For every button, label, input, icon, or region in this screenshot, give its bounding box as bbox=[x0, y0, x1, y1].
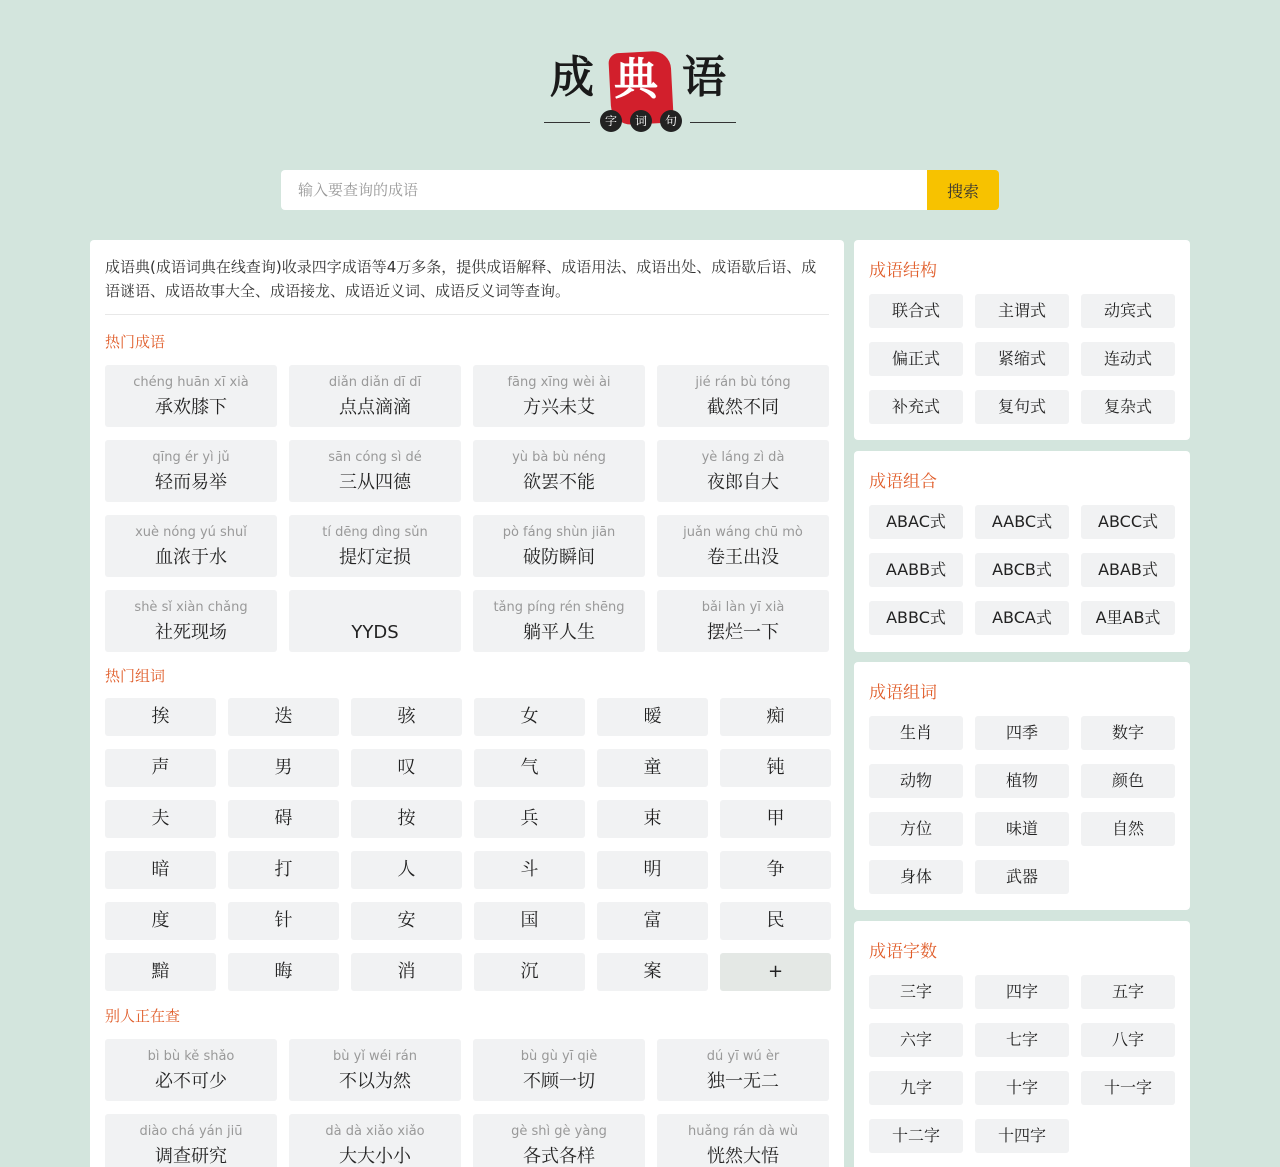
word-tag[interactable]: 钝 bbox=[720, 749, 831, 787]
idiom-card[interactable] bbox=[289, 1114, 461, 1167]
idiom-card[interactable] bbox=[289, 1039, 461, 1101]
idiom-card[interactable] bbox=[105, 515, 277, 577]
category-tag[interactable]: A里AB式 bbox=[1081, 601, 1175, 635]
idiom-card[interactable] bbox=[105, 440, 277, 502]
idiom-pinyin: fāng xīng wèi ài bbox=[507, 375, 611, 390]
idiom-pinyin bbox=[289, 599, 461, 617]
word-tag[interactable]: 人 bbox=[351, 851, 462, 889]
word-tag[interactable]: 夫 bbox=[105, 800, 216, 838]
search-button[interactable]: 搜索 bbox=[927, 170, 999, 210]
idiom-text: 大大小小 bbox=[339, 1146, 411, 1167]
word-tag[interactable]: 黯 bbox=[105, 953, 216, 991]
idiom-pinyin: gè shì gè yàng bbox=[511, 1124, 607, 1139]
idiom-text: 截然不同 bbox=[707, 397, 779, 418]
idiom-card[interactable] bbox=[105, 590, 277, 652]
hot-words-grid bbox=[105, 698, 831, 991]
category-tag[interactable]: 十字 bbox=[975, 1071, 1069, 1105]
word-tag[interactable]: 挨 bbox=[105, 698, 216, 736]
category-tag[interactable]: 四字 bbox=[975, 975, 1069, 1009]
word-tag[interactable]: 声 bbox=[105, 749, 216, 787]
pattern-card-title: 成语组合 bbox=[869, 472, 937, 492]
length-card bbox=[854, 921, 1190, 1167]
category-tag[interactable]: 联合式 bbox=[869, 294, 963, 328]
category-tag[interactable]: 主谓式 bbox=[975, 294, 1069, 328]
idiom-text: 必不可少 bbox=[155, 1071, 227, 1092]
structure-card bbox=[854, 240, 1190, 440]
idiom-text: 不顾一切 bbox=[523, 1071, 595, 1092]
category-tag[interactable]: ABBC式 bbox=[869, 601, 963, 635]
idiom-pinyin: diǎn diǎn dī dī bbox=[328, 375, 422, 390]
idiom-pinyin: dà dà xiǎo xiǎo bbox=[325, 1124, 425, 1139]
logo-sub-char: 词 bbox=[630, 110, 652, 132]
idiom-card[interactable] bbox=[105, 1039, 277, 1101]
category-tag[interactable]: 植物 bbox=[975, 764, 1069, 798]
idiom-text: 血浓于水 bbox=[155, 547, 227, 568]
idiom-text: YYDS bbox=[351, 622, 399, 643]
recent-searches-title: 别人正在查 bbox=[105, 1007, 181, 1025]
more-words-button[interactable]: + bbox=[720, 953, 831, 991]
length-card-title: 成语字数 bbox=[869, 942, 937, 962]
logo-char: 成 bbox=[550, 52, 594, 103]
idiom-card[interactable] bbox=[473, 1039, 645, 1101]
word-tag[interactable]: 度 bbox=[105, 902, 216, 940]
structure-card-title: 成语结构 bbox=[869, 261, 937, 281]
idiom-card[interactable] bbox=[473, 1114, 645, 1167]
idiom-card[interactable] bbox=[289, 440, 461, 502]
idiom-pinyin: tí dēng dìng sǔn bbox=[322, 525, 428, 540]
idiom-pinyin: jié rán bù tóng bbox=[695, 375, 791, 390]
word-tag[interactable]: 消 bbox=[351, 953, 462, 991]
idiom-card[interactable] bbox=[473, 590, 645, 652]
idiom-card[interactable] bbox=[473, 365, 645, 427]
logo-subtitle bbox=[544, 110, 736, 134]
category-tag[interactable]: 紧缩式 bbox=[975, 342, 1069, 376]
idiom-pinyin: bì bù kě shǎo bbox=[147, 1049, 235, 1064]
category-tag[interactable]: AABC式 bbox=[975, 505, 1069, 539]
category-tag[interactable]: 八字 bbox=[1081, 1023, 1175, 1057]
hot-words-title: 热门组词 bbox=[105, 667, 166, 685]
hot-idioms-grid bbox=[105, 365, 829, 652]
word-tag[interactable]: 针 bbox=[228, 902, 339, 940]
word-tag[interactable]: 碍 bbox=[228, 800, 339, 838]
site-intro: 成语典(成语词典在线查询)收录四字成语等4万多条，提供成语解释、成语用法、成语出处、成语歇后语、成语谜语、成语故事大全、成语接龙、成语近义词、成语反义词等查询。 bbox=[105, 258, 817, 300]
word-tag[interactable]: 束 bbox=[597, 800, 708, 838]
word-tag[interactable]: 案 bbox=[597, 953, 708, 991]
word-tag[interactable]: 叹 bbox=[351, 749, 462, 787]
idiom-card[interactable] bbox=[473, 515, 645, 577]
idiom-pinyin: dú yī wú èr bbox=[706, 1049, 780, 1064]
idiom-pinyin: tǎng píng rén shēng bbox=[493, 600, 625, 615]
idiom-text: 夜郎自大 bbox=[707, 472, 779, 493]
category-tag[interactable]: 三字 bbox=[869, 975, 963, 1009]
main-panel bbox=[90, 240, 844, 1167]
word-tag[interactable]: 争 bbox=[720, 851, 831, 889]
idiom-text: 社死现场 bbox=[155, 622, 227, 643]
category-tag[interactable]: 身体 bbox=[869, 860, 963, 894]
idiom-card[interactable] bbox=[289, 365, 461, 427]
word-tag[interactable]: 斗 bbox=[474, 851, 585, 889]
logo-divider bbox=[544, 122, 590, 123]
idiom-card[interactable] bbox=[289, 590, 461, 652]
hot-idioms-title: 热门成语 bbox=[105, 333, 166, 351]
idiom-text: 各式各样 bbox=[523, 1146, 595, 1167]
category-tag[interactable]: 十四字 bbox=[975, 1119, 1069, 1153]
category-tag[interactable]: 自然 bbox=[1081, 812, 1175, 846]
idiom-card[interactable] bbox=[657, 365, 829, 427]
category-tag[interactable]: 颜色 bbox=[1081, 764, 1175, 798]
category-tag[interactable]: 四季 bbox=[975, 716, 1069, 750]
category-tag[interactable]: 六字 bbox=[869, 1023, 963, 1057]
word-tag[interactable]: 安 bbox=[351, 902, 462, 940]
category-tag[interactable]: 动宾式 bbox=[1081, 294, 1175, 328]
idiom-pinyin: sān cóng sì dé bbox=[328, 450, 422, 465]
category-tag[interactable]: 复杂式 bbox=[1081, 390, 1175, 424]
word-tag[interactable]: 打 bbox=[228, 851, 339, 889]
category-tag[interactable]: 补充式 bbox=[869, 390, 963, 424]
category-tag[interactable]: 连动式 bbox=[1081, 342, 1175, 376]
idiom-card[interactable] bbox=[105, 365, 277, 427]
word-tag[interactable]: 男 bbox=[228, 749, 339, 787]
category-tag[interactable]: 数字 bbox=[1081, 716, 1175, 750]
idiom-pinyin: bǎi làn yī xià bbox=[701, 600, 785, 615]
category-tag[interactable]: 七字 bbox=[975, 1023, 1069, 1057]
idiom-pinyin: yè láng zì dà bbox=[701, 450, 785, 465]
idiom-pinyin: huǎng rán dà wù bbox=[688, 1124, 798, 1139]
idiom-text: 摆烂一下 bbox=[707, 622, 779, 643]
category-tag[interactable]: AABB式 bbox=[869, 553, 963, 587]
word-tag[interactable]: 兵 bbox=[474, 800, 585, 838]
idiom-pinyin: bù yǐ wéi rán bbox=[333, 1049, 417, 1064]
category-tag[interactable]: ABCB式 bbox=[975, 553, 1069, 587]
category-tag[interactable]: ABAC式 bbox=[869, 505, 963, 539]
recent-searches-grid bbox=[105, 1039, 829, 1167]
word-tag[interactable]: 富 bbox=[597, 902, 708, 940]
theme-tags bbox=[869, 716, 1175, 894]
length-tags bbox=[869, 975, 1175, 1153]
divider bbox=[105, 314, 829, 315]
idiom-pinyin: shè sǐ xiàn chǎng bbox=[134, 600, 248, 615]
category-tag[interactable]: 味道 bbox=[975, 812, 1069, 846]
pattern-tags bbox=[869, 505, 1175, 635]
category-tag[interactable]: ABCC式 bbox=[1081, 505, 1175, 539]
idiom-pinyin: xuè nóng yú shuǐ bbox=[135, 525, 247, 540]
idiom-card[interactable] bbox=[289, 515, 461, 577]
idiom-pinyin: pò fáng shùn jiān bbox=[502, 525, 616, 540]
idiom-pinyin: yù bà bù néng bbox=[512, 450, 606, 465]
category-tag[interactable]: 动物 bbox=[869, 764, 963, 798]
idiom-text: 破防瞬间 bbox=[523, 547, 595, 568]
idiom-card[interactable] bbox=[657, 1114, 829, 1167]
idiom-card[interactable] bbox=[657, 440, 829, 502]
category-tag[interactable]: 复句式 bbox=[975, 390, 1069, 424]
idiom-pinyin: juǎn wáng chū mò bbox=[683, 525, 803, 540]
category-tag[interactable]: 十二字 bbox=[869, 1119, 963, 1153]
word-tag[interactable]: 沉 bbox=[474, 953, 585, 991]
word-tag[interactable]: 气 bbox=[474, 749, 585, 787]
idiom-card[interactable] bbox=[105, 1114, 277, 1167]
word-tag[interactable]: 童 bbox=[597, 749, 708, 787]
word-tag[interactable]: 明 bbox=[597, 851, 708, 889]
word-tag[interactable]: 按 bbox=[351, 800, 462, 838]
theme-card-title: 成语组词 bbox=[869, 683, 937, 703]
structure-tags bbox=[869, 294, 1175, 424]
idiom-pinyin: qīng ér yì jǔ bbox=[152, 450, 230, 465]
idiom-card[interactable] bbox=[657, 590, 829, 652]
category-tag[interactable]: 武器 bbox=[975, 860, 1069, 894]
idiom-text: 承欢膝下 bbox=[155, 397, 227, 418]
theme-card bbox=[854, 662, 1190, 910]
idiom-card[interactable] bbox=[657, 515, 829, 577]
idiom-text: 轻而易举 bbox=[155, 472, 227, 493]
category-tag[interactable]: ABAB式 bbox=[1081, 553, 1175, 587]
word-tag[interactable]: 痴 bbox=[720, 698, 831, 736]
idiom-pinyin: bù gù yī qiè bbox=[520, 1049, 598, 1064]
idiom-text: 提灯定损 bbox=[339, 547, 411, 568]
word-tag[interactable]: 迭 bbox=[228, 698, 339, 736]
word-tag[interactable]: 暗 bbox=[105, 851, 216, 889]
category-tag[interactable]: 方位 bbox=[869, 812, 963, 846]
idiom-text: 欲罢不能 bbox=[523, 472, 595, 493]
logo-mark bbox=[540, 48, 740, 108]
word-tag[interactable]: 甲 bbox=[720, 800, 831, 838]
idiom-card[interactable] bbox=[657, 1039, 829, 1101]
word-tag[interactable]: 骇 bbox=[351, 698, 462, 736]
pattern-card bbox=[854, 451, 1190, 652]
idiom-text: 不以为然 bbox=[339, 1071, 411, 1092]
word-tag[interactable]: 暧 bbox=[597, 698, 708, 736]
logo-sub-char: 字 bbox=[600, 110, 622, 132]
category-tag[interactable]: 五字 bbox=[1081, 975, 1175, 1009]
idiom-text: 方兴未艾 bbox=[523, 397, 595, 418]
word-tag[interactable]: 晦 bbox=[228, 953, 339, 991]
category-tag[interactable]: 九字 bbox=[869, 1071, 963, 1105]
idiom-text: 独一无二 bbox=[707, 1071, 779, 1092]
search-bar bbox=[281, 170, 999, 210]
idiom-card[interactable] bbox=[473, 440, 645, 502]
logo-sub-char: 句 bbox=[660, 110, 682, 132]
site-logo[interactable] bbox=[540, 28, 740, 138]
word-tag[interactable]: 民 bbox=[720, 902, 831, 940]
word-tag[interactable]: 国 bbox=[474, 902, 585, 940]
idiom-text: 卷王出没 bbox=[707, 547, 779, 568]
category-tag[interactable]: 十一字 bbox=[1081, 1071, 1175, 1105]
search-input[interactable] bbox=[281, 170, 927, 210]
idiom-text: 调查研究 bbox=[155, 1146, 227, 1167]
logo-char: 语 bbox=[682, 52, 726, 103]
idiom-text: 三从四德 bbox=[339, 472, 411, 493]
logo-divider bbox=[690, 122, 736, 123]
idiom-text: 躺平人生 bbox=[523, 622, 595, 643]
idiom-text: 恍然大悟 bbox=[707, 1146, 779, 1167]
category-tag[interactable]: 生肖 bbox=[869, 716, 963, 750]
category-tag[interactable]: ABCA式 bbox=[975, 601, 1069, 635]
idiom-text: 点点滴滴 bbox=[339, 397, 411, 418]
idiom-pinyin: diào chá yán jiū bbox=[139, 1124, 243, 1139]
category-tag[interactable]: 偏正式 bbox=[869, 342, 963, 376]
logo-char: 典 bbox=[614, 54, 658, 105]
word-tag[interactable]: 女 bbox=[474, 698, 585, 736]
idiom-pinyin: chéng huān xī xià bbox=[133, 375, 249, 390]
